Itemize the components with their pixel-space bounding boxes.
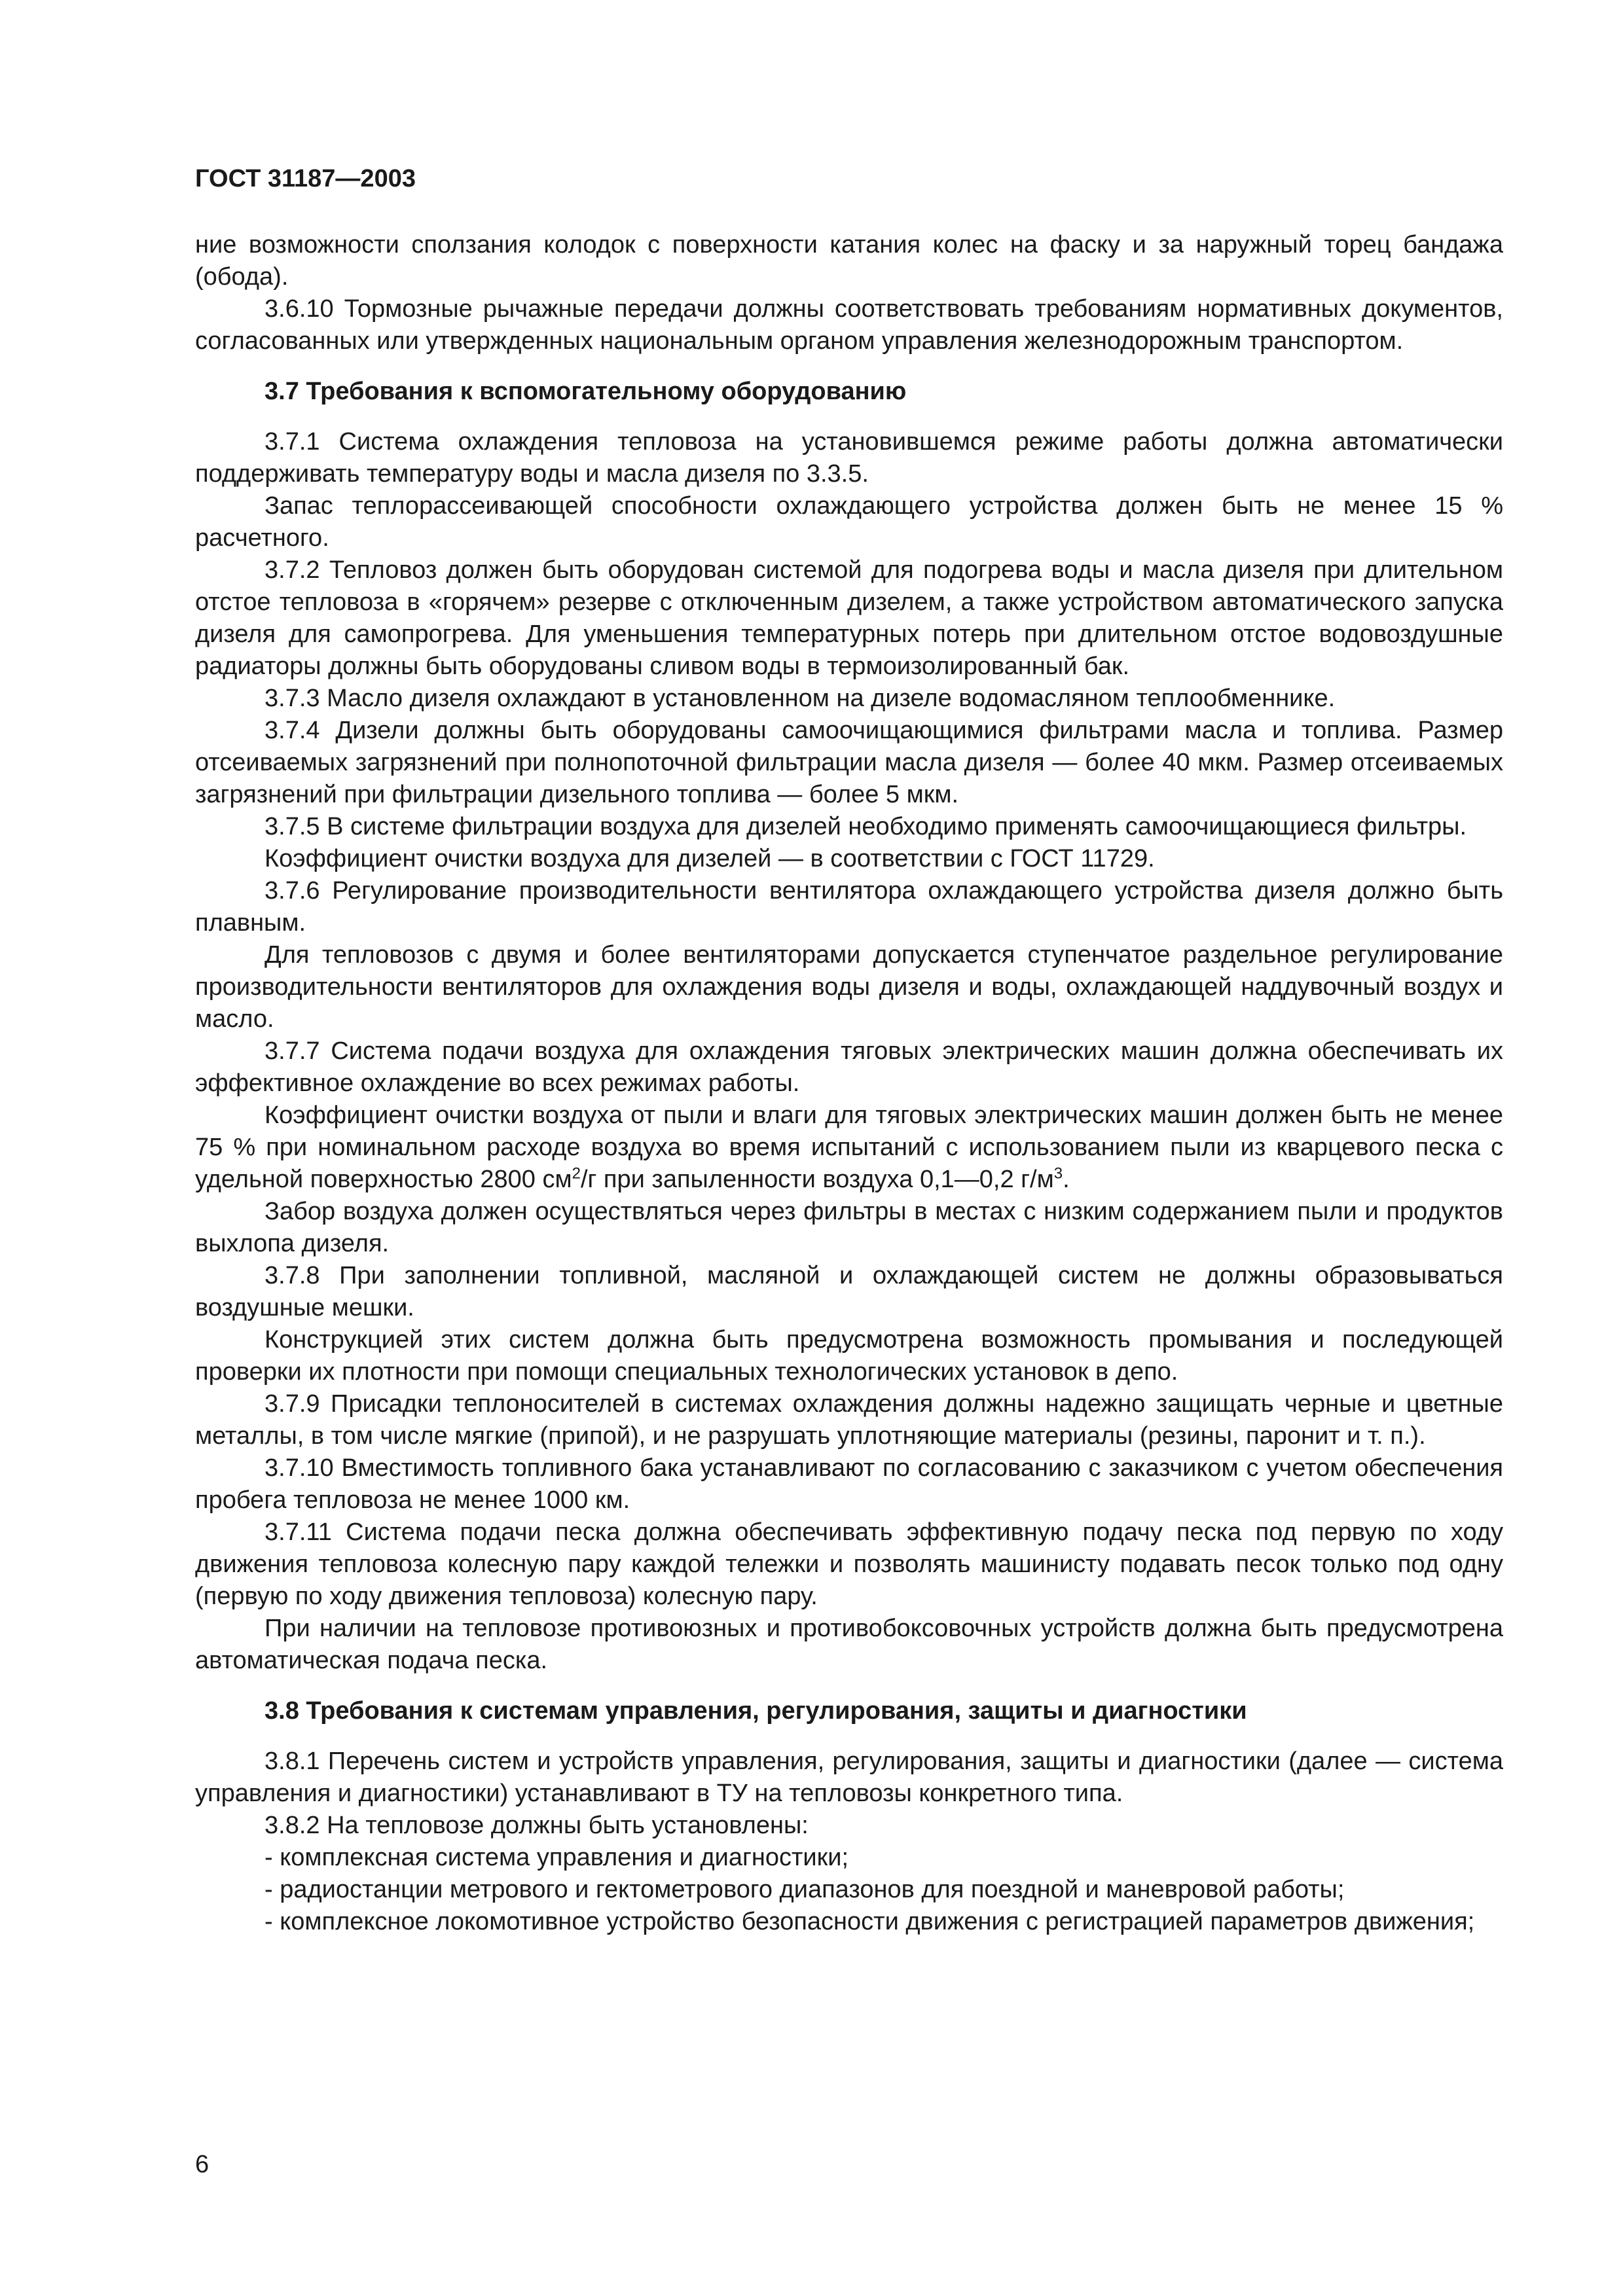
document-code: ГОСТ 31187—2003 (195, 165, 416, 192)
paragraph: 3.8.2 На тепловозе должны быть установлены: (264, 1812, 809, 1839)
paragraph: 3.7.10 Вместимость топливного бака устанавливают по согласованию с заказчиком с учетом обеспечения пробега тепловоза не менее 1000 км. (195, 1454, 1503, 1514)
list-item: - комплексное локомотивное устройство безопасности движения с регистрацией параметров движения; (264, 1908, 1475, 1935)
paragraph: Забор воздуха должен осуществляться через фильтры в местах с низким содержанием пыли и продуктов выхлопа дизеля. (195, 1198, 1503, 1257)
superscript: 3 (1053, 1164, 1063, 1183)
section-heading: 3.7 Требования к вспомогательному оборудованию (264, 378, 907, 405)
document-body (195, 229, 1503, 1938)
paragraph: При наличии на тепловозе противоюзных и противобоксовочных устройств должна быть предусмотрена автоматическая подача песка. (195, 1615, 1503, 1674)
page-number: 6 (195, 2151, 210, 2178)
paragraph-with-units (195, 1100, 1503, 1196)
paragraph: 3.7.4 Дизели должны быть оборудованы самоочищающимися фильтрами масла и топлива. Размер отсеиваемых загрязнений при полнопоточной фильтрации масла дизеля — более 40 мкм. Размер отсеиваемых загрязнений при фильтрации дизельного топлива — более 5 мкм. (195, 717, 1503, 808)
paragraph: 3.7.8 При заполнении топливной, масляной и охлаждающей систем не должны образовываться воздушные мешки. (195, 1262, 1503, 1321)
paragraph: 3.7.5 В системе фильтрации воздуха для дизелей необходимо применять самоочищающиеся фильтры. (264, 813, 1467, 840)
list-item: - радиостанции метрового и гектометрового диапазонов для поездной и маневровой работы; (264, 1876, 1345, 1903)
paragraph: Конструкцией этих систем должна быть предусмотрена возможность промывания и последующей проверки их плотности при помощи специальных технологических установок в депо. (195, 1326, 1503, 1386)
paragraph: 3.7.11 Система подачи песка должна обеспечивать эффективную подачу песка под первую по ходу движения тепловоза колесную пару каждой тележки и позволять машинисту подавать песок только под одну (первую по ходу движения тепловоза) колесную пару. (195, 1518, 1503, 1610)
paragraph: Для тепловозов с двумя и более вентиляторами допускается ступенчатое раздельное регулирование производительности вентиляторов для охлаждения воды дизеля и воды, охлаждающей наддувочный воздух и масло. (195, 941, 1503, 1033)
paragraph: 3.7.1 Система охлаждения тепловоза на установившемся режиме работы должна автоматически поддерживать температуру воды и масла дизеля по 3.3.5. (195, 428, 1503, 488)
superscript: 2 (572, 1164, 581, 1183)
paragraph: 3.7.9 Присадки теплоносителей в системах охлаждения должны надежно защищать черные и цветные металлы, в том числе мягкие (припой), и не разрушать уплотняющие материалы (резины, паронит и т. п.). (195, 1390, 1503, 1450)
paragraph: ние возможности сползания колодок с поверхности катания колес на фаску и за наружный торец бандажа (обода). (195, 231, 1503, 291)
paragraph-text: . (1063, 1166, 1070, 1193)
paragraph-text: Коэффициент очистки воздуха от пыли и влаги для тяговых электрических машин должен быть не менее 75 % при номинальном расходе воздуха во время испытаний с использованием пыли из кварцевого песка с удельной поверхностью 2800 см (195, 1102, 1503, 1193)
paragraph: 3.7.2 Тепловоз должен быть оборудован системой для подогрева воды и масла дизеля при длительном отстое тепловоза в «горячем» резерве с отключенным дизелем, а также устройством автоматического запуска дизеля для самопрогрева. Для уменьшения температурных потерь при длительном отстое водовоздушные радиаторы должны быть оборудованы сливом воды в термоизолированный бак. (195, 556, 1503, 680)
paragraph: 3.7.7 Система подачи воздуха для охлаждения тяговых электрических машин должна обеспечивать их эффективное охлаждение во всех режимах работы. (195, 1037, 1503, 1097)
paragraph: 3.8.1 Перечень систем и устройств управления, регулирования, защиты и диагностики (далее — система управления и диагностики) устанавливают в ТУ на тепловозы конкретного типа. (195, 1748, 1503, 1807)
paragraph: 3.7.3 Масло дизеля охлаждают в установленном на дизеле водомасляном теплообменнике. (264, 685, 1336, 712)
paragraph: 3.6.10 Тормозные рычажные передачи должны соответствовать требованиям нормативных документов, согласованных или утвержденных национальным органом управления железнодорожным транспортом. (195, 295, 1503, 355)
list-item: - комплексная система управления и диагностики; (264, 1844, 849, 1871)
paragraph: 3.7.6 Регулирование производительности вентилятора охлаждающего устройства дизеля должно быть плавным. (195, 877, 1503, 937)
paragraph: Коэффициент очистки воздуха для дизелей — в соответствии с ГОСТ 11729. (264, 845, 1155, 872)
section-heading: 3.8 Требования к системам управления, регулирования, защиты и диагностики (264, 1697, 1247, 1725)
paragraph-text: /г при запыленности воздуха 0,1—0,2 г/м (580, 1166, 1054, 1193)
paragraph: Запас теплорассеивающей способности охлаждающего устройства должен быть не менее 15 % расчетного. (195, 492, 1503, 552)
